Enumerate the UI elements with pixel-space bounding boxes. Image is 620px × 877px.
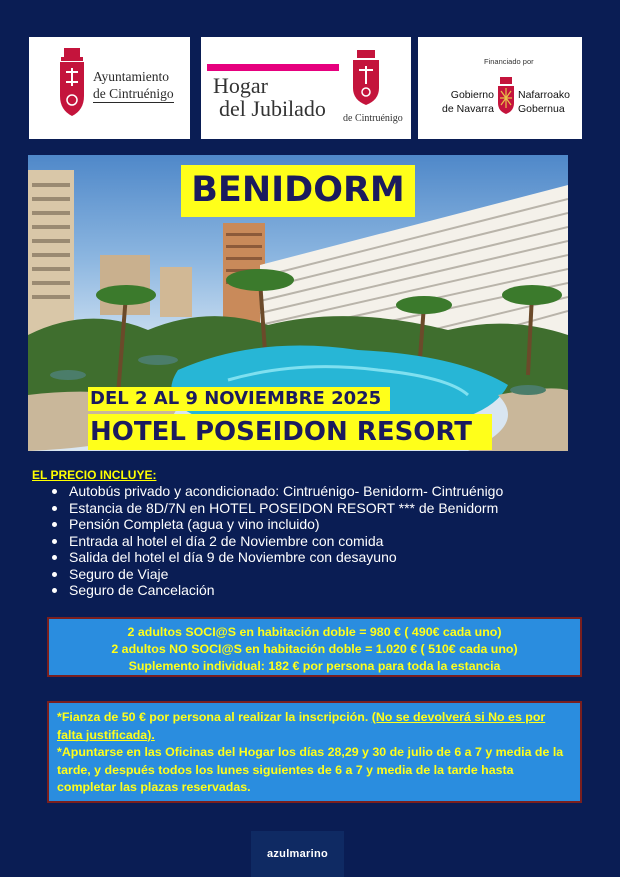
gobierno-left: Gobierno de Navarra — [442, 89, 494, 115]
hogar-crest-icon — [351, 50, 381, 106]
includes-list — [50, 483, 503, 599]
includes-heading: EL PRECIO INCLUYE: — [32, 468, 157, 482]
price-line-no-socios: 2 adultos NO SOCI@S en habitación doble = 1.020 € ( 510€ cada uno) — [111, 642, 518, 656]
ayuntamiento-crest-icon — [57, 48, 87, 122]
financiado-label: Financiado por — [484, 57, 534, 66]
hogar-name: Hogar del Jubilado — [213, 73, 326, 121]
logo-gobierno-navarra — [418, 37, 582, 139]
price-line-supplement: Suplemento individual: 182 € por persona para toda la estancia — [128, 659, 501, 673]
list-item: Salida del hotel el día 9 de Noviembre con desayuno — [50, 549, 503, 566]
hogar-subtitle: de Cintruénigo — [343, 113, 403, 124]
price-line-socios: 2 adultos SOCI@S en habitación doble = 980 € ( 490€ cada uno) — [127, 625, 502, 639]
destination-title: BENIDORM — [181, 165, 415, 217]
gobierno-right: Nafarroako Gobernua — [518, 89, 570, 115]
bullet-icon — [52, 539, 57, 544]
bullet-icon — [52, 489, 57, 494]
list-item: Autobús privado y acondicionado: Cintruénigo- Benidorm- Cintruénigo — [50, 483, 503, 500]
list-item: Entrada al hotel el día 2 de Noviembre con comida — [50, 533, 503, 550]
price-box — [47, 617, 582, 677]
list-item: Seguro de Viaje — [50, 566, 503, 583]
logo-ayuntamiento — [29, 37, 190, 139]
list-item: Estancia de 8D/7N en HOTEL POSEIDON RESORT *** de Benidorm — [50, 500, 503, 517]
list-item: Pensión Completa (agua y vino incluido) — [50, 516, 503, 533]
bullet-icon — [52, 555, 57, 560]
bullet-icon — [52, 572, 57, 577]
hogar-pink-bar — [207, 64, 339, 71]
hotel-name: HOTEL POSEIDON RESORT — [88, 414, 492, 450]
deposit-note: *Fianza de 50 € por persona al realizar la inscripción. (No se devolverá si No es por falta justificada). — [57, 710, 546, 742]
bullet-icon — [52, 506, 57, 511]
logo-hogar-jubilado — [201, 37, 411, 139]
trip-dates: DEL 2 AL 9 NOVIEMBRE 2025 — [88, 387, 390, 411]
bullet-icon — [52, 522, 57, 527]
list-item: Seguro de Cancelación — [50, 582, 503, 599]
ayuntamiento-name: Ayuntamiento de Cintruénigo — [93, 69, 174, 101]
footer-brand: azulmarino — [251, 831, 344, 877]
bullet-icon — [52, 588, 57, 593]
signup-note: *Apuntarse en las Oficinas del Hogar los días 28,29 y 30 de julio de 6 a 7 y media de la tarde, y después todos los lunes siguientes de 6 a 7 y media de la tarde hasta completar las plazas reservadas. — [57, 745, 564, 794]
navarra-crest-icon — [497, 77, 515, 115]
notes-box — [47, 701, 582, 803]
